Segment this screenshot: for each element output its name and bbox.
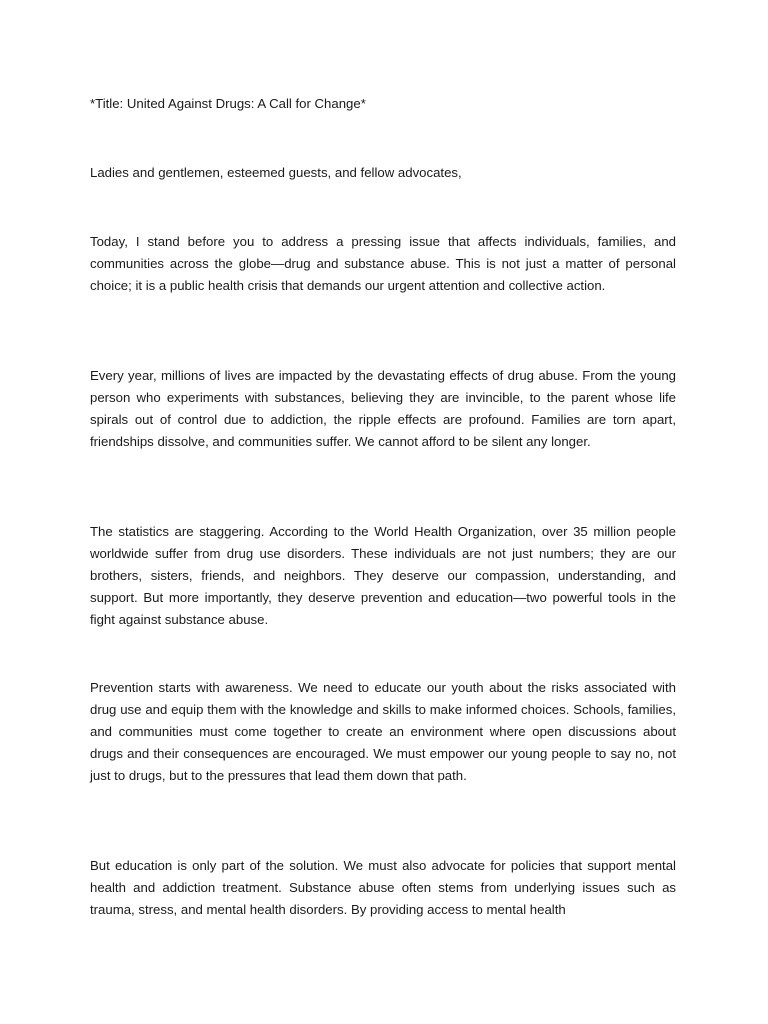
paragraph-introduction: Today, I stand before you to address a pressing issue that affects individuals, families, and communities across the globe—drug and substance abuse. This is not just a matter of personal choice; it is a public health crisis that demands our urgent attention and collective action. <box>90 234 676 293</box>
paragraph-prevention: Prevention starts with awareness. We need to educate our youth about the risks associated with drug use and equip them with the knowledge and skills to make informed choices. Schools, families, and communities must come together to create an environment where open discussions about drugs and their consequences are encouraged. We must empower our young people to say no, not just to drugs, but to the pressures that lead them down that path. <box>90 680 676 783</box>
paragraph-impact: Every year, millions of lives are impacted by the devastating effects of drug abuse. From the young person who experiments with substances, believing they are invincible, to the parent whose life spirals out of control due to addiction, the ripple effects are profound. Families are torn apart, friendships dissolve, and communities suffer. We cannot afford to be silent any longer. <box>90 368 676 449</box>
paragraph-policy: But education is only part of the solution. We must also advocate for policies that support mental health and addiction treatment. Substance abuse often stems from underlying issues such as trauma, stress, and mental health disorders. By providing access to mental health <box>90 858 676 917</box>
paragraph-statistics: The statistics are staggering. According to the World Health Organization, over 35 million people worldwide suffer from drug use disorders. These individuals are not just numbers; they are our brothers, sisters, friends, and neighbors. They deserve our compassion, understanding, and support. But more importantly, they deserve prevention and education—two powerful tools in the fight against substance abuse. <box>90 524 676 627</box>
document-title: *Title: United Against Drugs: A Call for Change* <box>90 96 366 111</box>
salutation: Ladies and gentlemen, esteemed guests, and fellow advocates, <box>90 165 462 180</box>
